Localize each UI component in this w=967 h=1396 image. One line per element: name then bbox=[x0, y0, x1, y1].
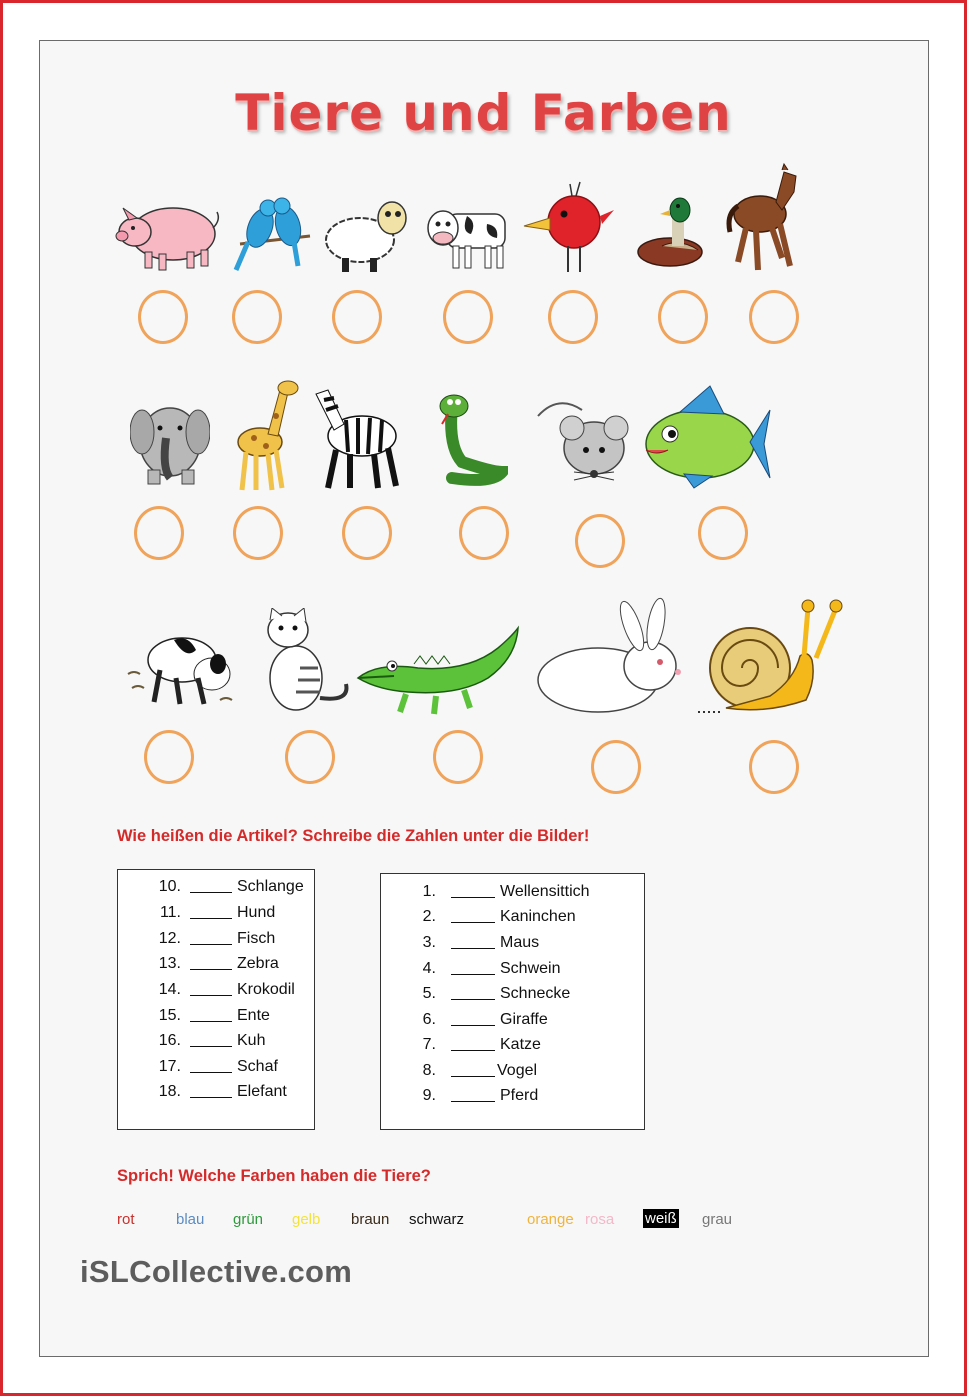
list-item: 11. Hund bbox=[159, 904, 276, 921]
color-word-rosa: rosa bbox=[585, 1211, 615, 1228]
color-word-braun: braun bbox=[351, 1211, 390, 1228]
page-title: Tiere und Farben bbox=[235, 84, 732, 142]
list-item: 18. Elefant bbox=[158, 1083, 287, 1100]
list-item: 13. Zebra bbox=[158, 955, 279, 972]
answer-circle-zebra[interactable] bbox=[342, 506, 392, 560]
fish-icon bbox=[640, 380, 772, 492]
duck-icon bbox=[632, 192, 704, 272]
list-item: 8. Vogel bbox=[422, 1062, 538, 1079]
answer-blank[interactable] bbox=[451, 908, 495, 923]
answer-circle-schwein[interactable] bbox=[138, 290, 188, 344]
answer-blank[interactable] bbox=[190, 904, 232, 919]
list-item: 4. Schwein bbox=[422, 960, 561, 977]
instruction-articles: Wie heißen die Artikel? Schreibe die Zahlen unter die Bilder! bbox=[117, 827, 590, 845]
answer-circle-wellensittich[interactable] bbox=[232, 290, 282, 344]
color-word-grau: grau bbox=[702, 1211, 733, 1228]
color-word-blau: blau bbox=[176, 1211, 205, 1228]
color-word-weiss: weiß bbox=[645, 1210, 677, 1227]
list-item: 7. Katze bbox=[422, 1036, 541, 1053]
answer-circle-krokodil[interactable] bbox=[433, 730, 483, 784]
answer-circle-giraffe[interactable] bbox=[233, 506, 283, 560]
answer-circle-schnecke[interactable] bbox=[749, 740, 799, 794]
answer-circle-vogel[interactable] bbox=[548, 290, 598, 344]
answer-circle-ente[interactable] bbox=[658, 290, 708, 344]
list-item: 14. Krokodil bbox=[158, 981, 295, 998]
answer-blank[interactable] bbox=[451, 1011, 495, 1026]
answer-circle-kuh[interactable] bbox=[443, 290, 493, 344]
budgie-icon bbox=[232, 192, 314, 274]
color-word-gelb: gelb bbox=[292, 1211, 321, 1228]
answer-circle-schaf[interactable] bbox=[332, 290, 382, 344]
answer-blank[interactable] bbox=[451, 1036, 495, 1051]
answer-blank[interactable] bbox=[190, 1007, 232, 1022]
answer-circle-elefant[interactable] bbox=[134, 506, 184, 560]
answer-blank[interactable] bbox=[190, 1058, 232, 1073]
word-list-left bbox=[117, 869, 315, 1130]
horse-icon bbox=[724, 162, 800, 274]
list-item: 9. Pferd bbox=[422, 1087, 539, 1104]
cat-icon bbox=[260, 608, 352, 716]
answer-circle-kaninchen[interactable] bbox=[591, 740, 641, 794]
list-item: 12. Fisch bbox=[158, 930, 276, 947]
answer-blank[interactable] bbox=[451, 883, 495, 898]
list-item: 10. Schlange bbox=[158, 878, 304, 895]
list-item: 3. Maus bbox=[422, 934, 540, 951]
color-word-list bbox=[0, 1211, 967, 1233]
color-word-rot: rot bbox=[117, 1211, 135, 1228]
list-item: 16. Kuh bbox=[158, 1032, 266, 1049]
list-item: 1. Wellensittich bbox=[422, 883, 590, 900]
answer-circle-katze[interactable] bbox=[285, 730, 335, 784]
answer-blank[interactable] bbox=[451, 960, 495, 975]
giraffe-icon bbox=[228, 376, 300, 494]
answer-circle-maus[interactable] bbox=[575, 514, 625, 568]
list-item: 6. Giraffe bbox=[422, 1011, 548, 1028]
brand-watermark: iSLCollective.com bbox=[80, 1254, 353, 1289]
word-list-right bbox=[380, 873, 645, 1130]
answer-blank[interactable] bbox=[451, 1062, 495, 1077]
answer-blank[interactable] bbox=[451, 1087, 495, 1102]
dog-icon bbox=[120, 604, 240, 714]
answer-circle-fisch[interactable] bbox=[698, 506, 748, 560]
elephant-icon bbox=[130, 392, 210, 488]
answer-circle-pferd[interactable] bbox=[749, 290, 799, 344]
answer-blank[interactable] bbox=[190, 930, 232, 945]
snail-icon bbox=[696, 596, 848, 718]
instruction-colors: Sprich! Welche Farben haben die Tiere? bbox=[117, 1167, 431, 1185]
cow-icon bbox=[425, 194, 511, 274]
answer-blank[interactable] bbox=[190, 1083, 232, 1098]
answer-circle-hund[interactable] bbox=[144, 730, 194, 784]
pig-icon bbox=[115, 192, 223, 274]
answer-blank[interactable] bbox=[190, 1032, 232, 1047]
answer-blank[interactable] bbox=[451, 934, 495, 949]
bird-icon bbox=[522, 180, 616, 276]
rabbit-icon bbox=[532, 596, 684, 718]
crocodile-icon bbox=[354, 624, 522, 718]
mouse-icon bbox=[534, 394, 634, 490]
list-item: 5. Schnecke bbox=[422, 985, 571, 1002]
answer-circle-schlange[interactable] bbox=[459, 506, 509, 560]
list-item: 2. Kaninchen bbox=[422, 908, 576, 925]
color-word-gruen: grün bbox=[233, 1211, 264, 1228]
answer-blank[interactable] bbox=[190, 981, 232, 996]
color-word-orange: orange bbox=[527, 1211, 574, 1228]
snake-icon bbox=[428, 390, 508, 486]
list-item: 15. Ente bbox=[158, 1007, 270, 1024]
sheep-icon bbox=[322, 190, 412, 276]
color-word-schwarz: schwarz bbox=[409, 1211, 465, 1228]
answer-blank[interactable] bbox=[190, 955, 232, 970]
answer-blank[interactable] bbox=[451, 985, 495, 1000]
list-item: 17. Schaf bbox=[158, 1058, 278, 1075]
zebra-icon bbox=[306, 380, 408, 492]
answer-blank[interactable] bbox=[190, 878, 232, 893]
